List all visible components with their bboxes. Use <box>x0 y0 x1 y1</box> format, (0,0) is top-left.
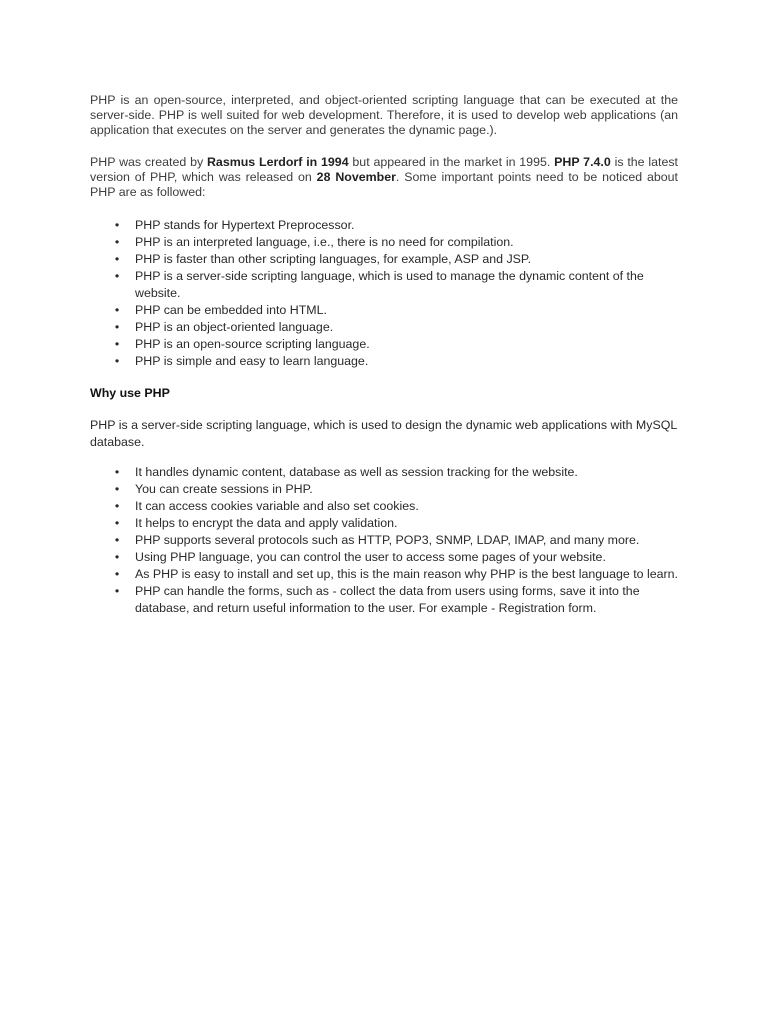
list-item <box>90 532 678 549</box>
bullet-icon: • <box>114 252 120 266</box>
release-date-bold: 28 November <box>316 170 396 184</box>
section-heading: Why use PHP <box>90 386 170 400</box>
bullet-icon: • <box>114 499 120 513</box>
list-item <box>90 268 678 302</box>
creator-bold: Rasmus Lerdorf in 1994 <box>206 155 349 169</box>
list-item-text: It helps to encrypt the data and apply validation. <box>135 516 398 530</box>
version-bold: PHP 7.4.0 <box>554 155 611 169</box>
list-item-text: PHP is an open-source scripting language. <box>135 337 370 351</box>
intro-paragraph: PHP is an open-source, interpreted, and object-oriented scripting language that can be executed at the server-side. PHP is well suited for web development. Therefore, it is used to develop web applications (an application that executes on the server and generates the dynamic page.). <box>90 93 678 137</box>
bullet-icon: • <box>114 303 120 317</box>
list-item <box>90 498 678 515</box>
list-item-text: PHP is simple and easy to learn language. <box>135 354 369 368</box>
history-text-1: PHP was created by <box>90 155 207 169</box>
list-item <box>90 302 678 319</box>
bullet-icon: • <box>114 354 120 368</box>
list-item-text: As PHP is easy to install and set up, this is the main reason why PHP is the best language to learn. <box>135 567 678 581</box>
list-item-text: PHP is faster than other scripting languages, for example, ASP and JSP. <box>135 252 532 266</box>
history-text-3: is the latest version of PHP, which was released on <box>90 155 678 184</box>
list-item <box>90 217 678 234</box>
bullet-icon: • <box>114 584 120 598</box>
bullet-icon: • <box>114 550 120 564</box>
list-item-text: You can create sessions in PHP. <box>135 482 313 496</box>
list-item-text: PHP is an object-oriented language. <box>135 320 334 334</box>
list-item-text: It handles dynamic content, database as well as session tracking for the website. <box>135 465 578 479</box>
bullet-icon: • <box>114 516 120 530</box>
bullet-icon: • <box>114 235 120 249</box>
bullet-icon: • <box>114 482 120 496</box>
bullet-icon: • <box>114 533 120 547</box>
list-item-text: It can access cookies variable and also set cookies. <box>135 499 419 513</box>
history-paragraph <box>90 155 678 200</box>
list-item <box>90 549 678 566</box>
why-points-list <box>90 464 678 617</box>
document-page <box>90 93 678 617</box>
list-item-text: PHP can handle the forms, such as - collect the data from users using forms, save it into the database, and return useful information to the user. For example - Registration form. <box>135 584 640 615</box>
list-item <box>90 583 678 617</box>
list-item <box>90 515 678 532</box>
bullet-icon: • <box>114 269 120 283</box>
bullet-icon: • <box>114 320 120 334</box>
list-item <box>90 234 678 251</box>
list-item-text: PHP supports several protocols such as HTTP, POP3, SNMP, LDAP, IMAP, and many more. <box>135 533 640 547</box>
list-item-text: PHP is an interpreted language, i.e., there is no need for compilation. <box>135 235 514 249</box>
list-item <box>90 336 678 353</box>
list-item <box>90 319 678 336</box>
history-text-4: . Some important points need to be noticed about PHP are as followed: <box>90 170 678 199</box>
list-item-text: PHP stands for Hypertext Preprocessor. <box>135 218 355 232</box>
list-item-text: PHP can be embedded into HTML. <box>135 303 327 317</box>
bullet-icon: • <box>114 337 120 351</box>
list-item <box>90 251 678 268</box>
bullet-icon: • <box>114 465 120 479</box>
list-item <box>90 566 678 583</box>
list-item <box>90 481 678 498</box>
list-item <box>90 464 678 481</box>
why-paragraph: PHP is a server-side scripting language, which is used to design the dynamic web applications with MySQL database. <box>90 418 677 449</box>
php-points-list <box>90 217 678 370</box>
list-item-text: Using PHP language, you can control the user to access some pages of your website. <box>135 550 606 564</box>
bullet-icon: • <box>114 218 120 232</box>
bullet-icon: • <box>114 567 120 581</box>
list-item <box>90 353 678 370</box>
list-item-text: PHP is a server-side scripting language, which is used to manage the dynamic content of the website. <box>135 269 644 300</box>
history-text-2: but appeared in the market in 1995. <box>348 155 555 169</box>
